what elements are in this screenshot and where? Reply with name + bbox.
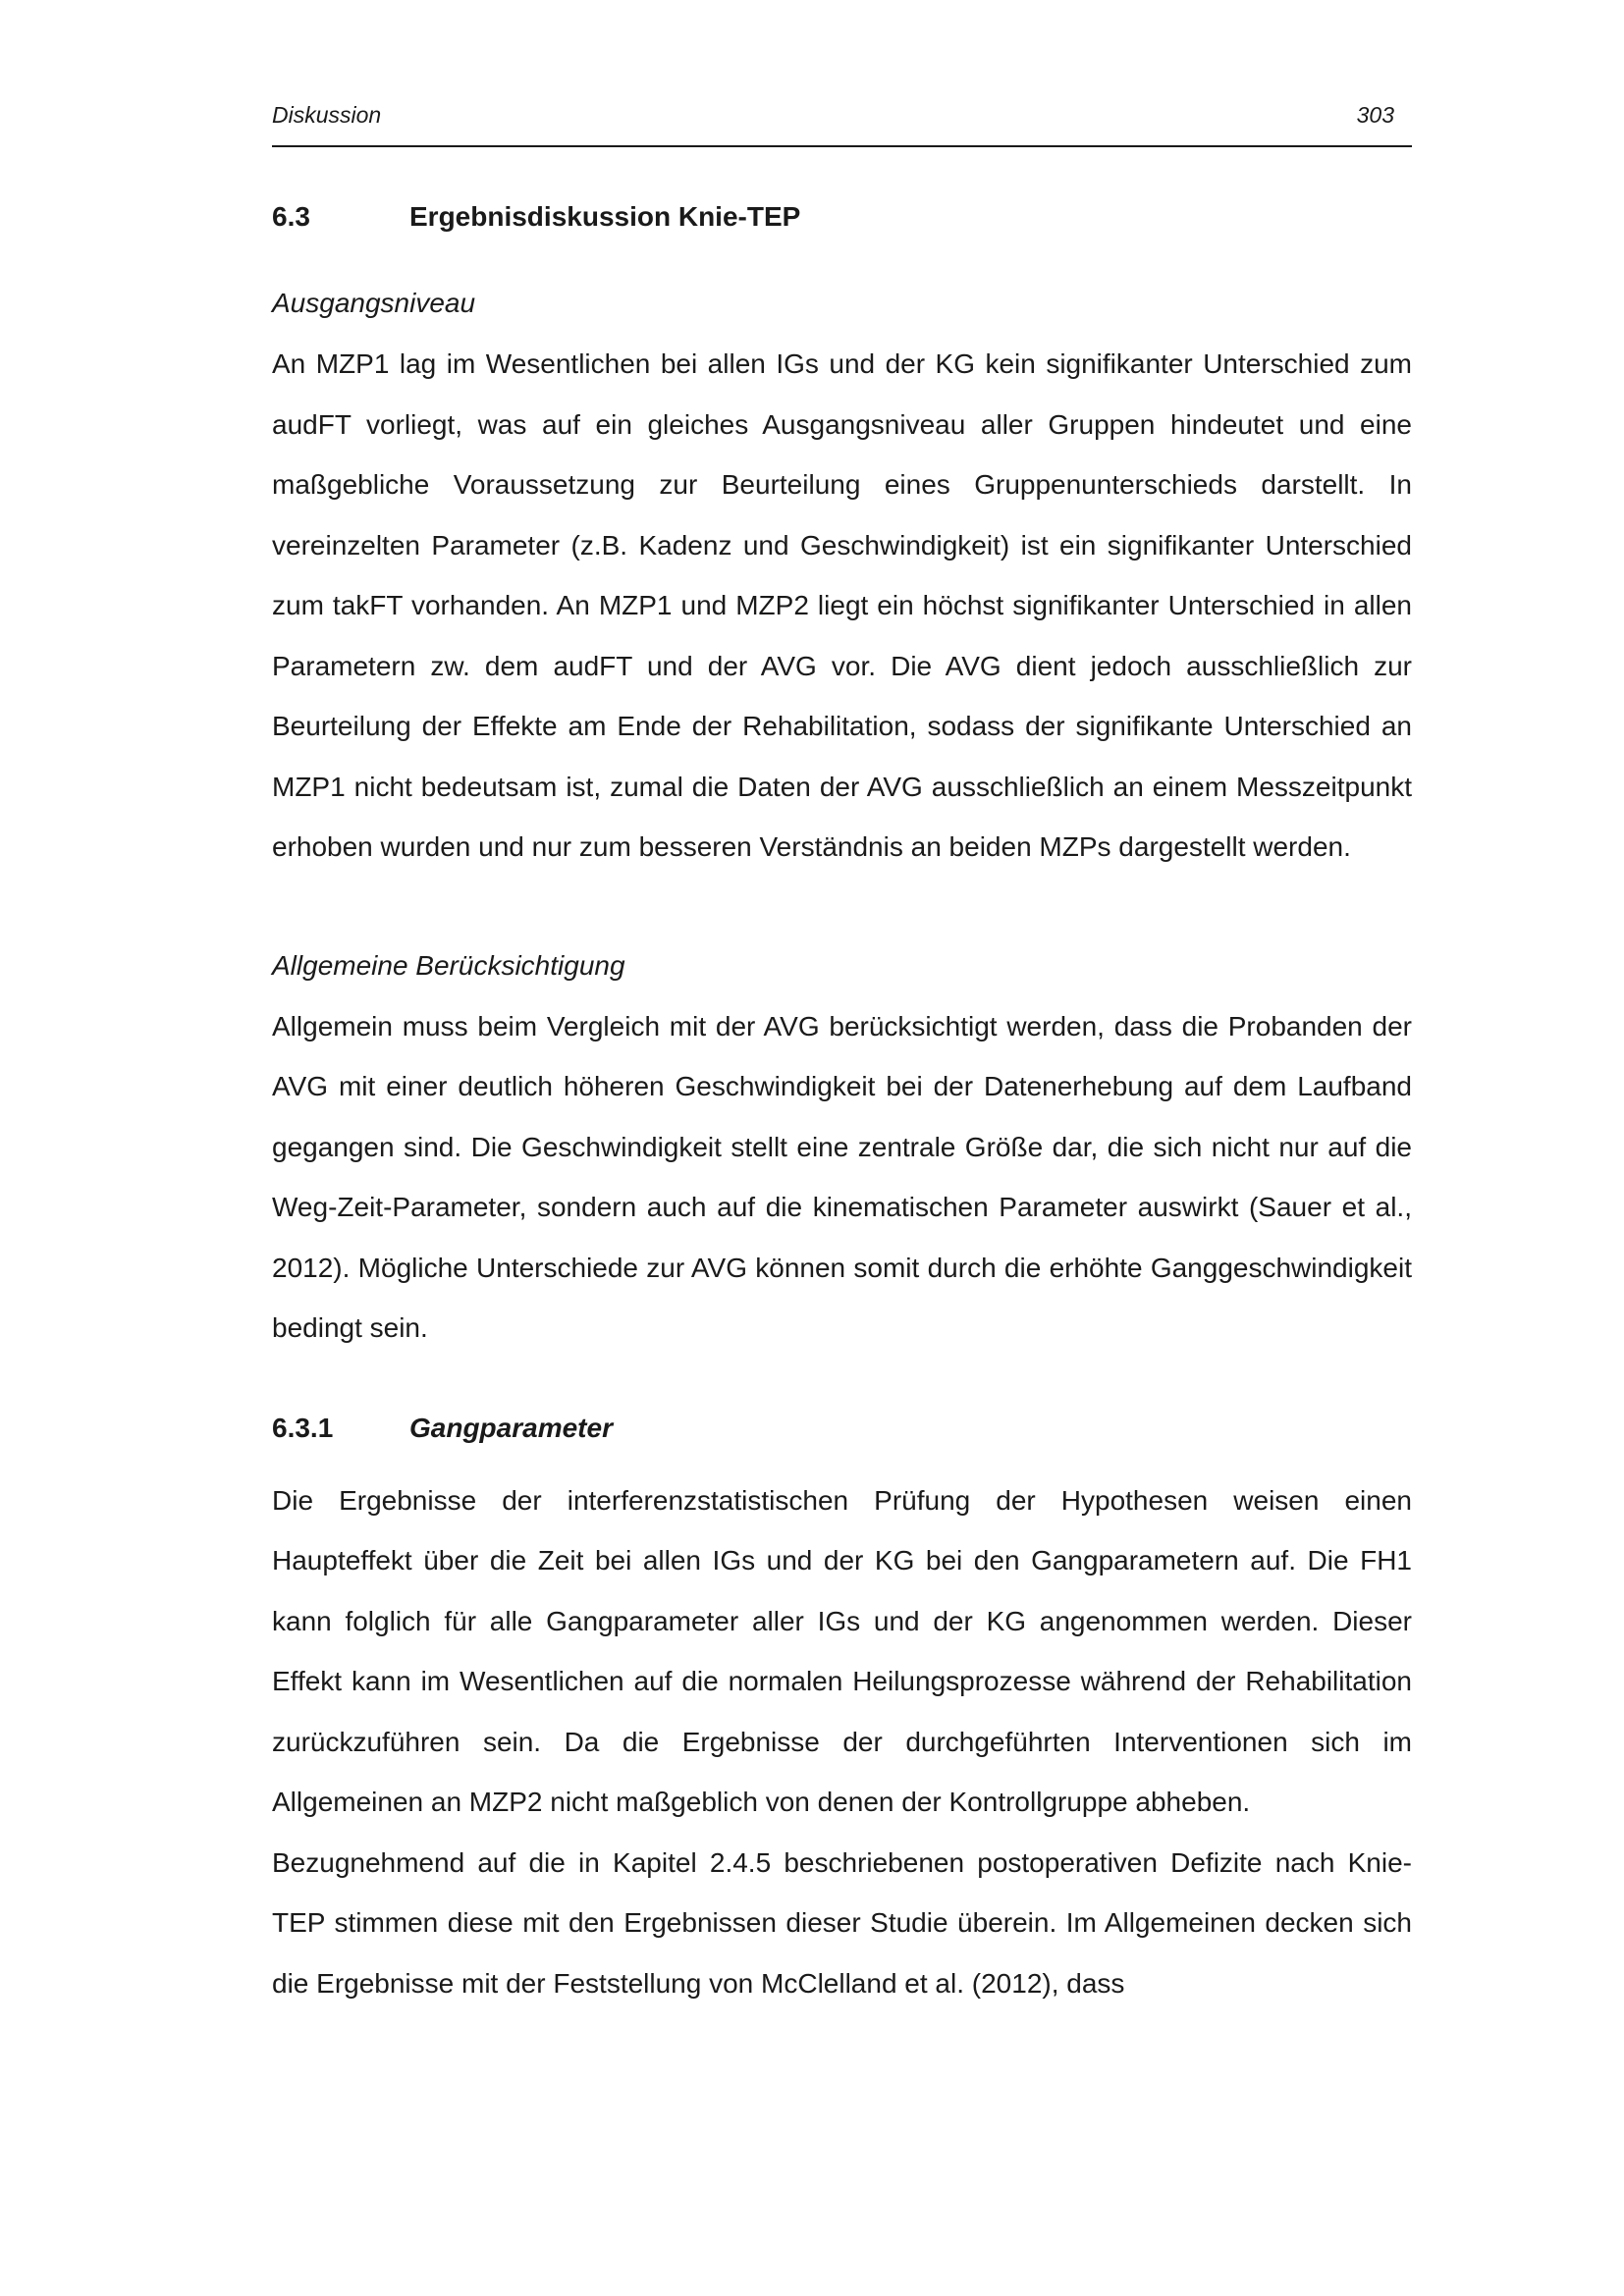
section-title: Ergebnisdiskussion Knie-TEP [409, 201, 801, 232]
subsection-number: 6.3.1 [272, 1412, 334, 1443]
page-content [272, 192, 1412, 2013]
subsection-heading [272, 1404, 1412, 1453]
header-page-number: 303 [1356, 102, 1394, 128]
paragraph-gangparameter-1: Die Ergebnisse der interferenzstatistischen Prüfung der Hypothesen weisen einen Haupteffekt über die Zeit bei allen IGs und der KG bei den Gangparametern auf. Die FH1 kann folglich für alle Gangparameter aller IGs und der KG angenommen werden. Dieser Effekt kann im Wesentlichen auf die normalen Heilungsprozesse während der Rehabilitation zurückzuführen sein. Da die Ergebnisse der durchgeführten Interventionen sich im Allgemeinen an MZP2 nicht maßgeblich von denen der Kontrollgruppe abheben. [272, 1484, 1412, 1817]
section-number: 6.3 [272, 201, 310, 232]
paragraph-ausgangsniveau: An MZP1 lag im Wesentlichen bei allen IGs und der KG kein signifikanter Unterschied zum audFT vorliegt, was auf ein gleiches Ausgangsniveau aller Gruppen hindeutet und eine maßgebliche Voraussetzung zur Beurteilung eines Gruppenunterschieds darstellt. In vereinzelten Parameter (z.B. Kadenz und Geschwindigkeit) ist ein signifikanter Unterschied zum takFT vorhanden. An MZP1 und MZP2 liegt ein höchst signifikanter Unterschied in allen Parametern zw. dem audFT und der AVG vor. Die AVG dient jedoch ausschließlich zur Beurteilung der Effekte am Ende der Rehabilitation, sodass der signifikante Unterschied an MZP1 nicht bedeutsam ist, zumal die Daten der AVG ausschließlich an einem Messzeitpunkt erhoben wurden und nur zum besseren Verständnis an beiden MZPs dargestellt werden. [272, 348, 1412, 862]
header-chapter-title: Diskussion [272, 102, 382, 128]
subhead-allgemeine-beruecksichtigung: Allgemeine Berücksichtigung [272, 949, 625, 981]
subhead-ausgangsniveau: Ausgangsniveau [272, 288, 476, 318]
paragraph-allgemeine-beruecksichtigung: Allgemein muss beim Vergleich mit der AVG berücksichtigt werden, dass die Probanden der AVG mit einer deutlich höheren Geschwindigkeit bei der Datenerhebung auf dem Laufband gegangen sind. Die Geschwindigkeit stellt eine zentrale Größe dar, die sich nicht nur auf die Weg-Zeit-Parameter, sondern auch auf die kinematischen Parameter auswirkt (Sauer et al., 2012). Mögliche Unterschiede zur AVG können somit durch die erhöhte Ganggeschwindigkeit bedingt sein. [272, 1010, 1412, 1343]
running-header [272, 96, 1412, 147]
subsection-title: Gangparameter [409, 1412, 613, 1443]
paragraph-gangparameter-2: Bezugnehmend auf die in Kapitel 2.4.5 beschriebenen postoperativen Defizite nach Knie-TEP stimmen diese mit den Ergebnissen dieser Studie überein. Im Allgemeinen decken sich die Ergebnisse mit der Feststellung von McClelland et al. (2012), dass [272, 1846, 1412, 1999]
section-heading [272, 192, 1412, 241]
